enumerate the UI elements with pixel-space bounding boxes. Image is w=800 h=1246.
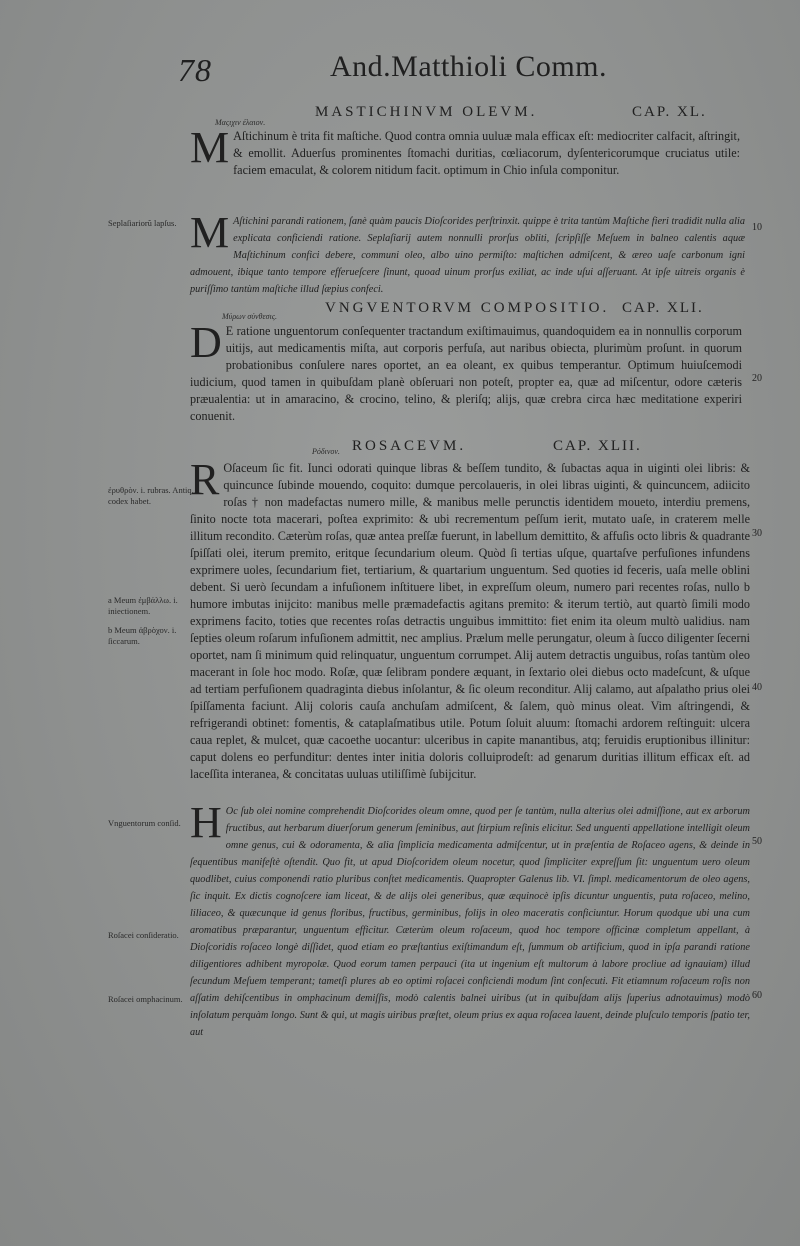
section-text xyxy=(190,318,742,425)
commentary-text xyxy=(190,208,745,298)
greek-heading: Μαςιχιν έλαιον. xyxy=(215,118,266,127)
margin-note: Seplaſiariorũ lapſus. xyxy=(108,218,177,228)
running-head: And.Matthioli Comm. xyxy=(330,50,608,83)
line-number: 20 xyxy=(752,373,762,384)
drop-cap: D xyxy=(190,318,222,367)
section-title: MASTICHINVM OLEVM. xyxy=(315,104,538,120)
drop-cap: H xyxy=(190,798,222,847)
paragraph-body: Oſaceum ſic fit. Iunci odorati quinque libras & beſſem tundito, & ſubactas aqua in uiginti olei libris: & quincunce ſubinde mouendo, coquito: dumque percolaueris, in olei libras uiginti, & quincuncem, adiicito roſas † non madefactas numero mille, & manibus melle perunctis identidem moueto, interdiu premens, ſinito nocte tota macerari, poſtea exprimito: & ubi recrementum peſſum ierit, mutato uaſe, in craterem melle illitum recondito. Cæterùm roſas, quæ antea preſſæ fuerunt, in labellum demittito, & affuſis octo libris & quadrante ſpiſſati olei, iterum premito, eritque ſecundarium oleum. Quòd ſi tertias uſque, quartaſve perfuſiones infundens exprimere uoles, ſecundarium fiet, tertiarium, & quartarium unguentum. Sed quoties id feceris, uaſa melle oblini debent. Si uerò ſecundam a infuſionem inſtituere libet, in expreſſum oleum, numero pari recentes roſas, nullo b humore imbutas inijcito: manibus melle præmadefactis agitans premito: & iterum tertiò, aut quartò ſimili modo exprimens facito, toties que recentes roſas detractis unguibus immittito: fiet enim ita oleum multò ualidius. nam ſepties oleum roſarum infuſionem admittit, nec amplius. Prælum melle perungatur, oleum à ſucco diligenter ſecerni oportet, nam ſi minimum quid relinquatur, unguentum corrumpet. Alij autem detractis unguibus, roſas tantùm oleo macerant in ſole hoc modo. Roſæ, quæ ſelibram pondere æquant, in ſextario olei diebus octo madeſcunt, & uſque ad tertiam perfuſionem quadraginta diebus inſolantur, & ſic oleum reconditur. Alij calamo, aut aſpalatho prius olei ſpiſſamenta faciunt. Alij coloris cauſa anchuſam admiſcent, & ſalem, quò minus oleat. Vim aſtringendi, & refrigerandi obtinet: fomentis, & cataplaſmatibus utile. Potum ſoluit aluum: ſtomachi ardorem reſtinguit: ulcera caua replet, & mulcet, quæ cacoethe uocantur: ulceribus in capite manantibus, atq; feruidis eruptionibus illinitur: caput dolens eo perfunditur: dentes inter initia doloris colluiprodeſt: ad genarum duritias illitum efficax eſt. ad laceſſita interanea, & concitatas uuluas utiliſſimè ſubijcitur. xyxy=(190,461,750,781)
line-number: 30 xyxy=(752,528,762,539)
paragraph-body: E ratione unguentorum conſequenter tractandum exiſtimauimus, quandoquidem ea in nonnullis corporum uitijs, aut medicamentis miſta, aut corporis perfuſa, aut naribus obiecta, plurimùm proſunt. in quorum probationibus conſulere nares oportet, an ea oleant, ex quibus temperantur. Optimum huiuſcemodi iudicium, quod tamen in quibuſdam planè obſeruari non poteſt, propter ea, quæ ad miſcentur, odore cæteris præualentia: ut in amaracino, & crocino, telino, & pleriſq; alijs, quæ crebra circa hæc meditatione experiri conuenit. xyxy=(190,324,742,423)
drop-cap: R xyxy=(190,455,220,504)
margin-note: Vnguentorum conſid. xyxy=(108,818,181,828)
margin-note: Roſacei omphacinum. xyxy=(108,994,183,1004)
section-title: ROSACEVM. xyxy=(352,438,467,454)
paragraph-body: Aſtichinum è trita fit maſtiche. Quod contra omnia uuluæ mala efficax eſt: mediocriter calfacit, aſtringit, & emollit. Aduerſus prominentes ſtomachi duritias, cœliacorum, dyſentericorumque cruciatus utile: faciem emaculat, & colorem nitidum facit. optimum in Chio inſula componitur. xyxy=(233,129,740,177)
drop-cap: M xyxy=(190,123,230,172)
greek-heading: Μύρων σύνθεσις. xyxy=(222,312,278,321)
chapter-number: CAP. XL. xyxy=(632,104,707,120)
section-text xyxy=(190,455,750,783)
line-number: 40 xyxy=(752,682,762,693)
drop-cap: M xyxy=(190,208,230,257)
line-number: 50 xyxy=(752,836,762,847)
line-number: 60 xyxy=(752,990,762,1001)
margin-note: ἐρυθρὸν. i. rubras. Antiq. codex habet. xyxy=(108,485,194,506)
section-text xyxy=(190,123,740,179)
commentary-body: Oc ſub olei nomine comprehendit Dioſcorides oleum omne, quod per ſe tantùm, nulla alterius olei admiſſione, aut ex arborum fructibus, aut herbarum diuerſorum generum ſeminibus, aut ſtirpium reſinis elicitur. Sed unguenti appellatione intelligit oleum omne genus, cui & odoramenta, & alia ſimplicia medicamenta admiſcentur, ut in præſentia de Roſaceo agens, & deinde in ſequentibus manifeſtè oſtendit. Quo fit, ut apud Dioſcoridem oleum nocetur, quod ſimpliciter expreſſum ſit: unguentum uero oleum quodlibet, cuius componendi ratio pluribus conſtet medicamentis. Quapropter Galenus lib. VI. ſimpl. medicamentorum de oleo agens, ſic inquit. Ex dictis cognoſcere iam liceat, & de alijs olei generibus, quæ æquinocè ipſis dicuntur unguentis, puta roſaceo, melino, liliaceo, & quæcunque id genus floribus, fructibus, germinibus, folijs in oleo maceratis conficiuntur. Horum quodque ubi una cum aromatibus præparantur, unguentum efficitur. Cæterùm oleum roſaceum, quod hoc tempore officinæ completum appellant, à Dioſcoridis roſaceo longè diſſidet, quod etiam eo præſtantius exiſtimandum eſt, ſummum ob artificium, quod in ipſa parandi ratione diligentiores adhibent myropolæ. Quod eorum tamen perpauci (ita ut ingenium eſt multorum à labore procliue ad ignauiam) illud ſecundum Meſuem temperant; tametſi plures ab eo optimi roſacei conficiendi modum ſint conſecuti. Fit etiamnum roſaceum roſis non aſſatim dehiſcentibus in omphacinum demiſſis, modò calentis balnei uiribus (ut in quibuſdam alijs ſuperius adnotauimus) modò inſolatum perquàm longo. Sunt & qui, ut magis uiribus præſtet, oleum prius ex aqua roſacea lauent, deinde pluſculo temporis ſpatio ter, aut xyxy=(190,806,750,1038)
chapter-number: CAP. XLI. xyxy=(622,300,704,316)
page-number: 78 xyxy=(178,52,212,88)
commentary-text xyxy=(190,798,750,1041)
margin-note: b Meum ἀβρὸχον. i. ſiccarum. xyxy=(108,625,177,646)
chapter-number: CAP. XLII. xyxy=(553,438,642,454)
section-title: VNGVENTORVM COMPOSITIO. xyxy=(325,300,610,316)
margin-note: Roſacei conſideratio. xyxy=(108,930,179,940)
greek-heading: Ρόδινον. xyxy=(312,447,340,456)
margin-note: a Meum ἐμβάλλω. i. iniectionem. xyxy=(108,595,178,616)
line-number: 10 xyxy=(752,222,762,233)
commentary-body: Aſtichini parandi rationem, ſanè quàm paucis Dioſcorides perſtrinxit. quippe è trita tantùm Maſtiche fieri tradidit nulla alia explicata conficiendi ratione. Seplaſiarij autem nonnulli prorſus obliti, ſcripſiſſe Meſuem in balneo calentis aquæ Maſtichinum confici debere, communi oleo, albo uino permiſto: maſtichen admiſcent, & æreo uaſe carbonum igni admouent, ibique tanto tempore efferueſcere ſinunt, quoad uinum prorſus exiliat, ac inde uſui aſſeruant. At ipſe uitreis organis è puriſſimo tantùm maſtiche illud ſæpius confeci. xyxy=(190,216,745,295)
